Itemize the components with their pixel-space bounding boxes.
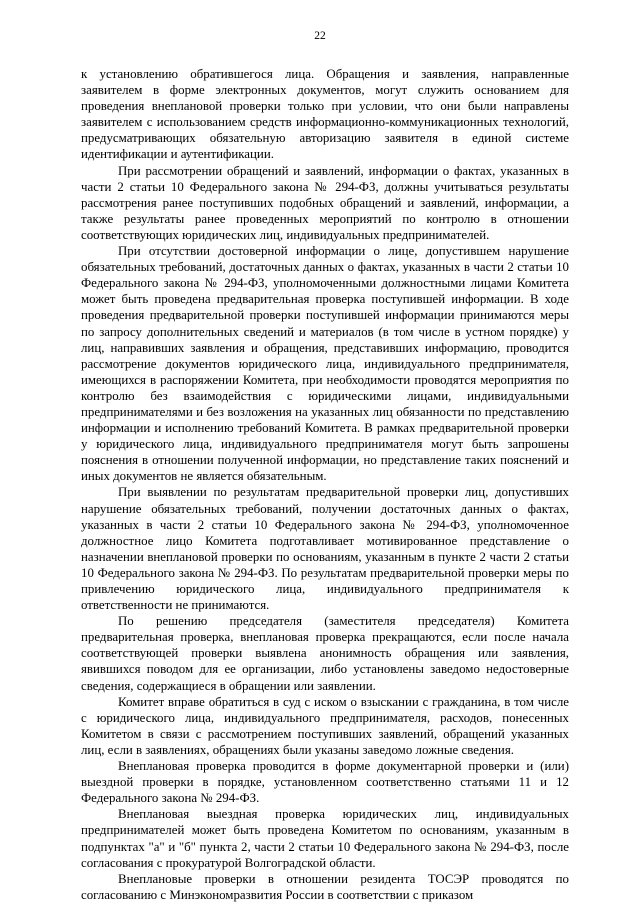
paragraph: По решению председателя (заместителя председателя) Комитета предварительная проверка, внеплановая проверка прекращаются, если после начала соответствующей проверки выявлена анонимность обращения или заявления, явившихся поводом для ее организации, либо установлены заведомо недостоверные сведения, содержащиеся в обращении или заявлении.	[81, 614, 569, 693]
paragraph: Внеплановая проверка проводится в форме документарной проверки и (или) выездной проверки в порядке, установленном соответственно статьями 11 и 12 Федерального закона № 294-ФЗ.	[81, 759, 569, 806]
paragraph: При рассмотрении обращений и заявлений, информации о фактах, указанных в части 2 статьи 10 Федерального закона № 294-ФЗ, должны учитываться результаты рассмотрения ранее поступивших подобных обращений и заявлений, информации, а также результаты ранее проведенных мероприятий по контролю в отношении соответствующих юридических лиц, индивидуальных предпринимателей.	[81, 163, 569, 242]
paragraph: Внеплановые проверки в отношении резидента ТОСЭР проводятся по согласованию с Минэкономразвития России в соответствии с приказом	[81, 871, 569, 902]
body-text	[81, 66, 569, 903]
paragraph: При выявлении по результатам предварительной проверки лиц, допустивших нарушение обязательных требований, получении достаточных данных о фактах, указанных в части 2 статьи 10 Федерального закона № 294-ФЗ, уполномоченное должностное лицо Комитета подготавливает мотивированное представление о назначении внеплановой проверки по основаниям, указанным в пункте 2 части 2 статьи 10 Федерального закона № 294-ФЗ. По результатам предварительной проверки меры по привлечению юридического лица, индивидуального предпринимателя к ответственности не принимаются.	[81, 485, 569, 613]
paragraph: При отсутствии достоверной информации о лице, допустившем нарушение обязательных требований, достаточных данных о фактах, указанных в части 2 статьи 10 Федерального закона № 294-ФЗ, уполномоченными должностными лицами Комитета может быть проведена предварительная проверка поступившей информации. В ходе проведения предварительной проверки поступившей информации принимаются меры по запросу дополнительных сведений и материалов (в том числе в устном порядке) у лиц, направивших заявления и обращения, представивших информацию, проводится рассмотрение документов юридического лица, индивидуального предпринимателя, имеющихся в распоряжении Комитета, при необходимости проводятся мероприятия по контролю без взаимодействия с юридическими лицами, индивидуальными предпринимателями и без возложения на указанных лиц обязанности по представлению информации и исполнению требований Комитета. В рамках предварительной проверки у юридического лица, индивидуального предпринимателя могут быть запрошены пояснения в отношении полученной информации, но представление таких пояснений и иных документов не является обязательным.	[81, 244, 569, 484]
paragraph: Внеплановая выездная проверка юридических лиц, индивидуальных предпринимателей может быть проведена Комитетом по основаниям, указанным в подпунктах "а" и "б" пункта 2, части 2 статьи 10 Федерального закона № 294-ФЗ, после согласования с прокуратурой Волгоградской области.	[81, 807, 569, 870]
paragraph: к установлению обратившегося лица. Обращения и заявления, направленные заявителем в форме электронных документов, могут служить основанием для проведения внеплановой проверки только при условии, что они были направлены заявителем с использованием средств информационно-коммуникационных технологий, предусматривающих обязательную авторизацию заявителя в единой системе идентификации и аутентификации.	[81, 67, 569, 162]
page-number: 22	[314, 30, 326, 42]
paragraph: Комитет вправе обратиться в суд с иском о взыскании с гражданина, в том числе с юридического лица, индивидуального предпринимателя, расходов, понесенных Комитетом в связи с рассмотрением поступивших заявлений, обращений указанных лиц, если в заявлениях, обращениях были указаны заведомо ложные сведения.	[81, 694, 569, 757]
